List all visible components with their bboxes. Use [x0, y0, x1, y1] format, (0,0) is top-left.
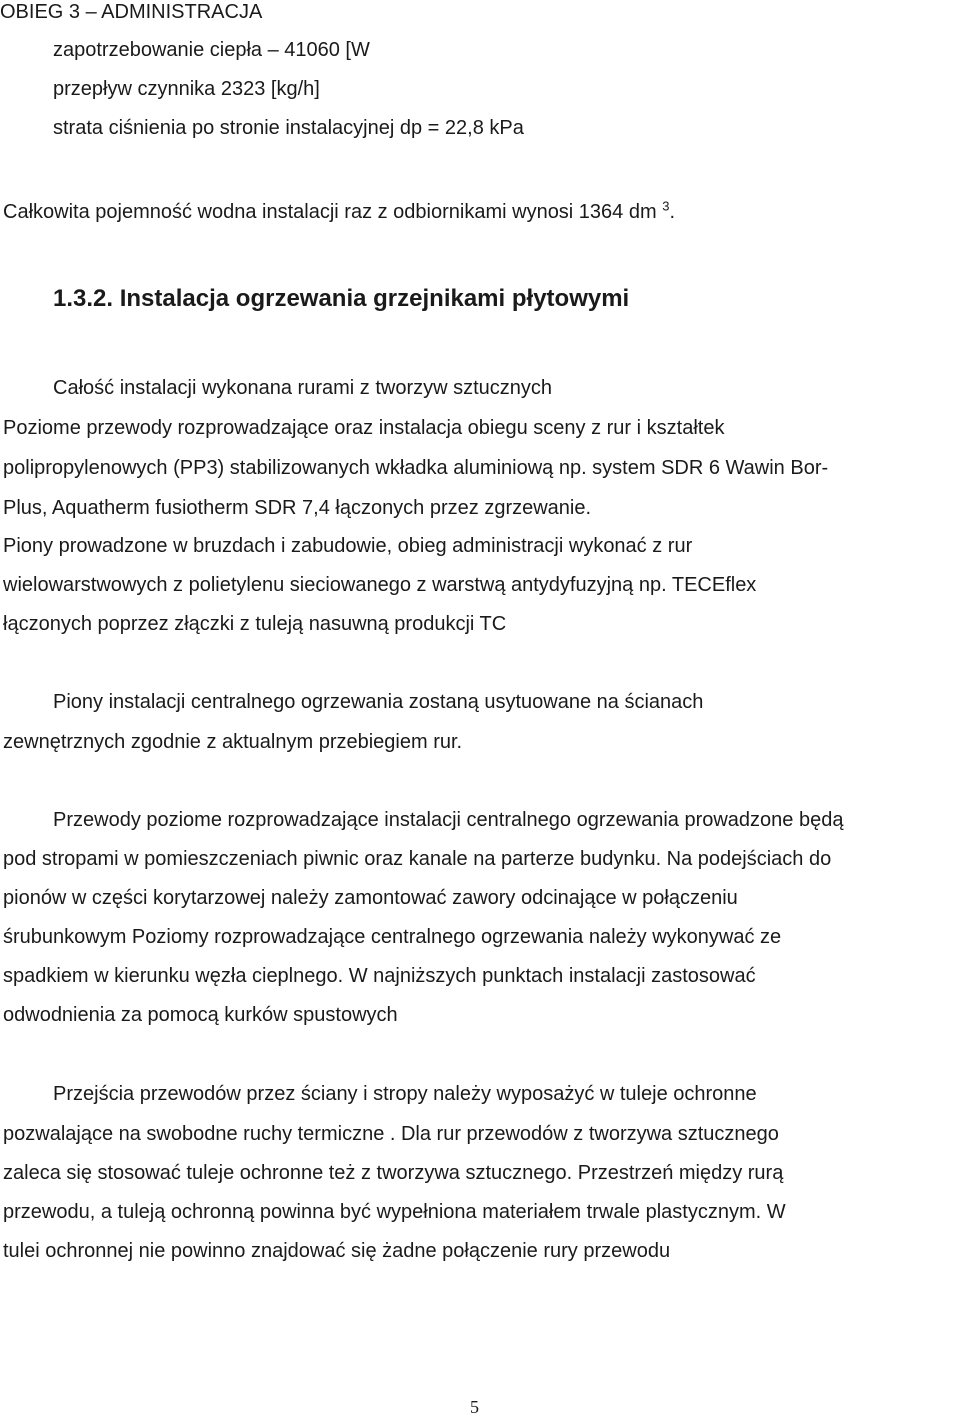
paragraph-line: Całość instalacji wykonana rurami z tworzyw sztucznych	[53, 377, 553, 399]
paragraph-line: Poziome przewody rozprowadzające oraz instalacja obiegu sceny z rur i kształtek	[3, 417, 725, 439]
obieg-line: zapotrzebowanie ciepła – 41060 [W	[53, 39, 370, 61]
paragraph-line: pozwalające na swobodne ruchy termiczne . Dla rur przewodów z tworzywa sztucznego	[3, 1123, 779, 1145]
paragraph-line: tulei ochronnej nie powinno znajdować się żadne połączenie rury przewodu	[3, 1240, 671, 1262]
capacity-text: Całkowita pojemność wodna instalacji raz z odbiornikami wynosi 1364 dm	[3, 201, 657, 223]
paragraph-line: Piony prowadzone w bruzdach i zabudowie, obieg administracji wykonać z rur	[3, 535, 693, 557]
obieg-line: strata ciśnienia po stronie instalacyjnej dp = 22,8 kPa	[53, 117, 524, 139]
paragraph-line: przewodu, a tuleją ochronną powinna być wypełniona materiałem trwale plastycznym. W	[3, 1201, 786, 1223]
paragraph-line: Przewody poziome rozprowadzające instalacji centralnego ogrzewania prowadzone będą	[53, 809, 844, 831]
paragraph-line: spadkiem w kierunku węzła cieplnego. W najniższych punktach instalacji zastosować	[3, 965, 756, 987]
paragraph-line: śrubunkowym Poziomy rozprowadzające centralnego ogrzewania należy wykonywać ze	[3, 926, 782, 948]
capacity-end: .	[669, 201, 676, 223]
paragraph-line: pionów w części korytarzowej należy zamontować zawory odcinające w połączeniu	[3, 887, 738, 909]
obieg-title: OBIEG 3 – ADMINISTRACJA	[0, 1, 263, 23]
paragraph-line: wielowarstwowych z polietylenu sieciowanego z warstwą antydyfuzyjną np. TECEflex	[3, 574, 757, 596]
paragraph-line: pod stropami w pomieszczeniach piwnic oraz kanale na parterze budynku. Na podejściach do	[3, 848, 832, 870]
paragraph-line: zaleca się stosować tuleje ochronne też z tworzywa sztucznego. Przestrzeń między rurą	[3, 1162, 784, 1184]
section-heading: 1.3.2. Instalacja ogrzewania grzejnikami płytowymi	[53, 285, 630, 312]
paragraph-line: zewnętrznych zgodnie z aktualnym przebiegiem rur.	[3, 731, 463, 753]
capacity-line	[3, 200, 675, 224]
capacity-superscript: 3	[662, 198, 670, 214]
page-number: 5	[470, 1397, 479, 1417]
obieg-line: przepływ czynnika 2323 [kg/h]	[53, 78, 320, 100]
paragraph-line: Przejścia przewodów przez ściany i stropy należy wyposażyć w tuleje ochronne	[53, 1083, 757, 1105]
paragraph-line: łączonych poprzez złączki z tuleją nasuwną produkcji TC	[3, 613, 507, 635]
paragraph-line: polipropylenowych (PP3) stabilizowanych wkładka aluminiową np. system SDR 6 Wawin Bor-	[3, 457, 829, 479]
paragraph-line: odwodnienia za pomocą kurków spustowych	[3, 1004, 398, 1026]
paragraph-line: Plus, Aquatherm fusiotherm SDR 7,4 łączonych przez zgrzewanie.	[3, 497, 592, 519]
paragraph-line: Piony instalacji centralnego ogrzewania zostaną usytuowane na ścianach	[53, 691, 704, 713]
